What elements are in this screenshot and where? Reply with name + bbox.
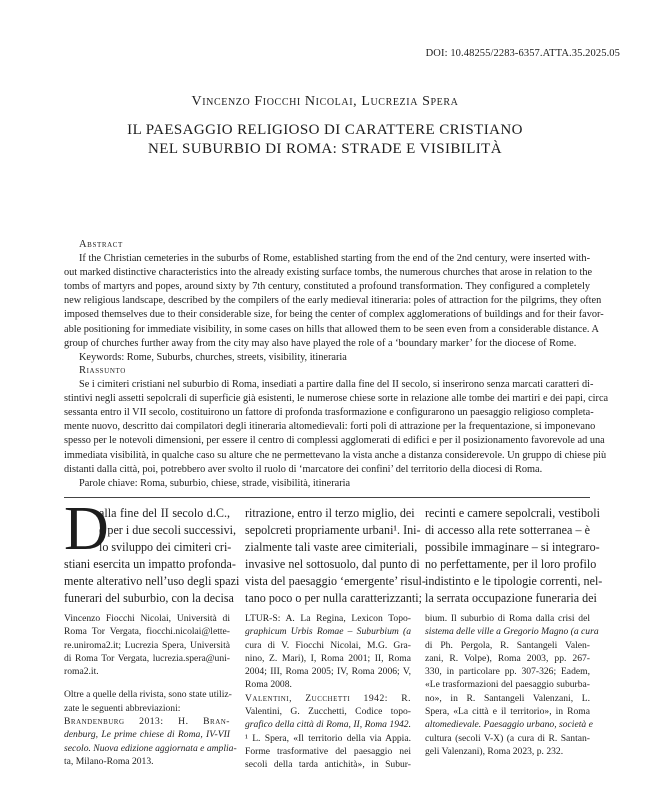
abstract-heading: Abstract (79, 239, 123, 250)
abstract-line: If the Christian cemeteries in the suburbs of Rome, established starting from the end of the 2nd century, were inserted with- (79, 253, 590, 265)
article-title (0, 121, 650, 159)
affiliation-line: roma2.it. (64, 666, 99, 678)
abstract-section (64, 238, 604, 365)
riassunto-line: distanti dalla città, poi, potrebbero aver svolto il ruolo di ‘marcatore dei confini’ del territorio della diocesi di Roma. (64, 463, 543, 475)
body-line: recinti e camere sepolcrali, vestiboli (425, 506, 600, 520)
title-line: IL PAESAGGIO RELIGIOSO DI CARATTERE CRISTIANO (127, 122, 523, 138)
body-line: vista del paesaggio ‘emergente’ risul- (245, 574, 426, 589)
body-line: stiani esercita un impatto profonda- (64, 557, 236, 572)
footnote-line: Forme trasformative del paesaggio nei (245, 745, 411, 757)
footnote-line: cura di V. Fiocchi Nicolai, M.G. Gra- (245, 639, 411, 651)
footnote-line: graphicum Urbis Romae – Suburbium (a (245, 626, 411, 638)
drop-cap: D (64, 495, 109, 563)
body-line: invasive nel sottosuolo, dal punto di (245, 557, 420, 572)
abstract-keywords: Keywords: Rome, Suburbs, churches, streets, visibility, itineraria (79, 351, 347, 363)
body-line: mente alterativo nell’uso degli spazi (64, 574, 240, 589)
abstract-line: new religious landscape, described by the compilers of the early medieval itineraria: poles of attraction for the pilgrims, they often (64, 295, 602, 307)
footnote-column-2 (245, 612, 411, 772)
abbreviation-line: zate le seguenti abbreviazioni: (64, 702, 181, 714)
footnote-line: altomedievale. Paesaggio urbano, società e (425, 719, 593, 731)
footnote-line: nino, Z. Mari), I, Roma 2001; II, Roma (245, 652, 411, 664)
body-line: la serrata occupazione funeraria dei (425, 591, 597, 606)
body-line: e per i due secoli successivi, (99, 523, 237, 538)
authors: Vincenzo Fiocchi Nicolai, Lucrezia Spera (191, 94, 459, 109)
abbreviation-line: ta, Milano-Roma 2013. (64, 755, 154, 767)
riassunto-line: stintivi negli assetti sepolcrali di superficie già esistenti, le numerose chiese sorte in relazione alle tombe dei martiri e dei papi, circa (64, 393, 609, 405)
footnote-column-3 (425, 612, 599, 758)
riassunto-line: spesso per le notevoli dimensioni, per essere il centro di complessi agglomerati di edifici e per il posizionamento favorevole ad una (64, 435, 605, 447)
section-divider (64, 497, 590, 498)
footnote-line: zani, R. Volpe), Roma 2003, pp. 267- (425, 652, 590, 664)
riassunto-line: immediata visibilità, in qualche caso su alture che ne permettevano la vista anche a distanza considerevole. Un gruppo di chiese più (64, 449, 607, 461)
body-line: lo sviluppo dei cimiteri cri- (99, 540, 232, 555)
abstract-line: imposed themselves due to their considerable size, for being the center of complex agglomerations of buildings and for their favor- (64, 309, 604, 321)
affiliation-line: Vincenzo Fiocchi Nicolai, Università di (64, 613, 230, 624)
footnote-line: Spera, «La città e il territorio», in Roma (425, 706, 590, 718)
riassunto-section (64, 364, 609, 491)
abstract-line: out marked distinctive characteristics into the already existing surface tombs, the numerous churches that arose in relation to the (64, 267, 593, 279)
footnote-line: LTUR-S: A. La Regina, Lexicon Topo- (245, 613, 411, 624)
body-line: funerari del suburbio, con la decisa (64, 591, 234, 606)
riassunto-heading: Riassunto (79, 365, 126, 376)
body-line: ritrazione, entro il terzo miglio, dei (245, 506, 415, 520)
footnote-line: no», in R. Santangeli Valenzani, L. (425, 692, 590, 704)
footnote-line: geli Valenzani), Roma 2023, p. 232. (425, 745, 564, 757)
footnote-line: ¹ L. Spera, «Il territorio della via Appia. (245, 732, 411, 744)
affiliation-line: Roma Tor Vergata, fiocchi.nicolai@lette- (64, 626, 230, 638)
footnote-line: di Ph. Pergola, R. Santangeli Valen- (425, 639, 590, 651)
abbreviation-line: Brandenburg 2013: H. Bran- (64, 716, 230, 728)
footnote-line: grafico della città di Roma, II, Roma 1942. (245, 719, 411, 731)
body-column-1 (64, 495, 240, 608)
riassunto-keywords: Parole chiave: Roma, suburbio, chiese, strade, visibilità, itineraria (79, 477, 351, 489)
title-line: NEL SUBURBIO DI ROMA: STRADE E VISIBILITÀ (148, 141, 502, 157)
doi-label: DOI: 10.48255/2283-6357.ATTA.35.2025.05 (425, 48, 620, 59)
footnote-line: 330, in particolare pp. 307-326; Eadem, (425, 666, 590, 678)
affiliation-line: re.uniroma2.it; Lucrezia Spera, Università (64, 639, 230, 651)
footnote-line: secoli della tarda antichità», in Subur- (245, 759, 411, 771)
footnote-line: «Le trasformazioni del paesaggio suburba- (425, 679, 590, 691)
footnote-column-1 (64, 612, 237, 768)
body-line: possibile immaginare – si integraro- (425, 540, 600, 555)
riassunto-line: sessanta entro il VII secolo, costituirono un fattore di profonda trasformazione e configurarono un paesaggio religioso completa- (64, 407, 594, 419)
abstract-line: tombs of martyrs and popes, around sixty by 7th century, constituted a profound transformation. They configured a completely (64, 281, 590, 293)
affiliation-line: di Roma Tor Vergata, lucrezia.spera@uni- (64, 652, 230, 664)
riassunto-line: mente nuovo, descritto dai compilatori degli itineraria altomedievali: forti poli di attrazione per la frequentazione, si imponevano (64, 421, 596, 433)
body-line: indistinto e le tipologie correnti, nel- (425, 574, 603, 589)
footnote-line: 2004; III, Roma 2005; IV, Roma 2006; V, (245, 666, 411, 678)
body-line: no perfettamente, per il loro profilo (425, 557, 597, 572)
body-line: sepolcreti propriamente urbani¹. Ini- (245, 523, 421, 538)
footnote-line: cultura (secoli V-X) (a cura di R. Santan- (425, 732, 590, 744)
abbreviation-line: secolo. Nuova edizione aggiornata e amplia- (64, 742, 237, 754)
body-column-2 (245, 505, 426, 608)
footnote-line: Roma 2008. (245, 679, 292, 691)
footnote-line: Valentini, G. Zucchetti, Codice topo- (245, 706, 411, 718)
body-line: zialmente tali vaste aree cimiteriali, (245, 540, 418, 555)
abstract-line: able positioning for immediate visibility, in some cases on hills that allowed them to be seen even from a considerable distance. A (64, 323, 599, 335)
abstract-line: group of churches further away from the city may also have played the role of a ‘boundary marker’ for the diocese of Rome. (64, 337, 577, 349)
abbreviation-line: denburg, Le prime chiese di Roma, IV-VII (64, 729, 230, 741)
body-line: tano poco o per nulla caratterizzanti; (245, 591, 422, 606)
footnote-line: bium. Il suburbio di Roma dalla crisi del (425, 613, 590, 624)
riassunto-line: Se i cimiteri cristiani nel suburbio di Roma, insediati a partire dalla fine del II secolo, si inserirono senza marcati caratteri di- (79, 379, 594, 391)
abbreviation-line: Oltre a quelle della rivista, sono state utiliz- (64, 689, 232, 701)
footnote-line: sistema delle ville a Gregorio Magno (a cura (425, 626, 599, 638)
body-column-3 (425, 505, 603, 608)
body-line: alla fine del II secolo d.C., (99, 506, 230, 520)
footnote-line: Valentini, Zucchetti 1942: R. (245, 692, 411, 704)
body-line: di accesso alla rete sotterranea – è (425, 523, 590, 538)
